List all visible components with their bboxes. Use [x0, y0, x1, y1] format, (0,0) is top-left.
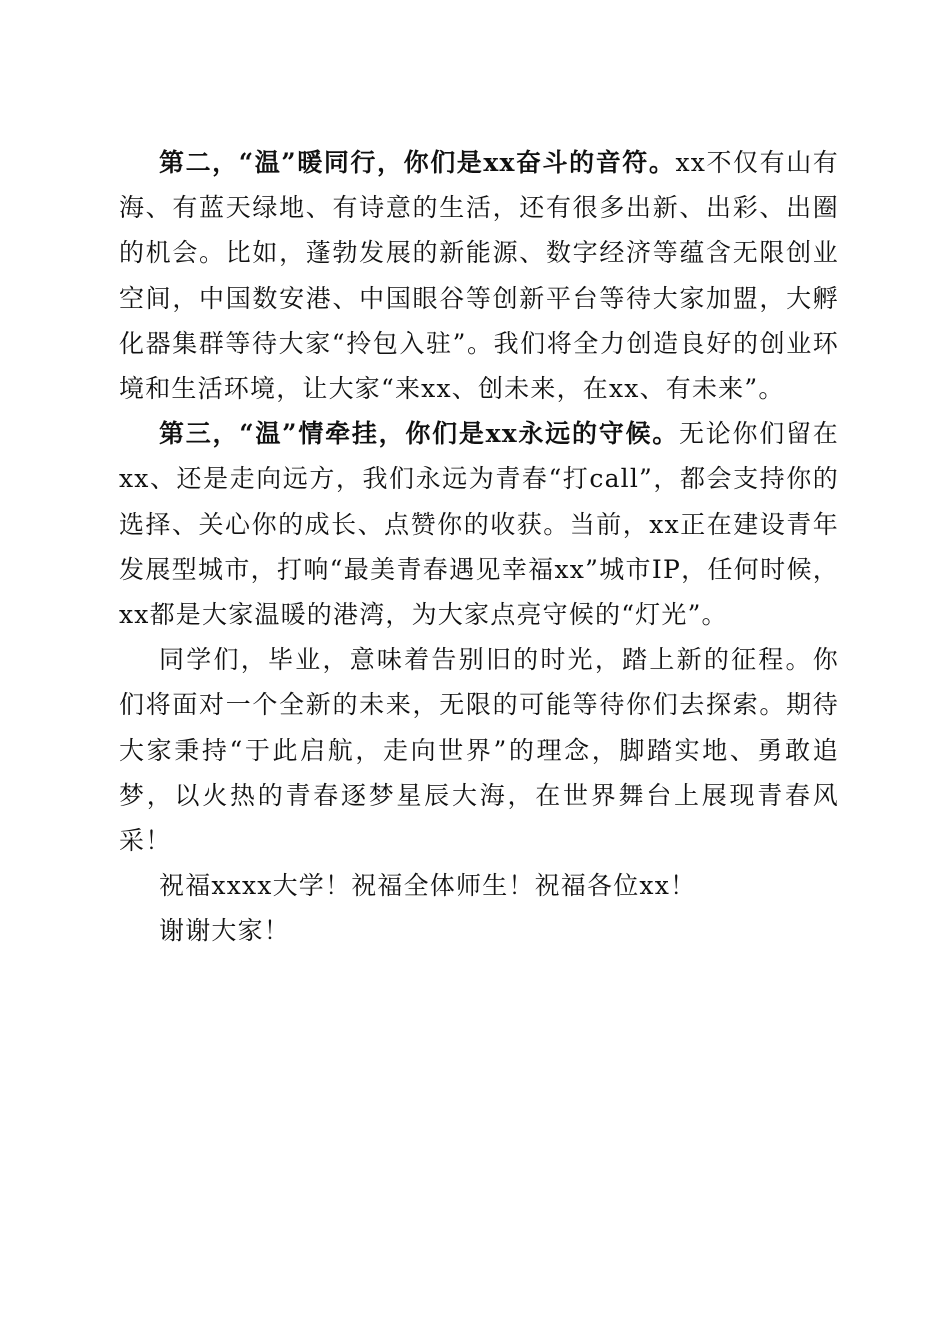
paragraph-text: 同学们，毕业，意味着告别旧的时光，踏上新的征程。你们将面对一个全新的未来，无限的可能等待你们去探索。期待大家秉持“于此启航，走向世界”的理念，脚踏实地、勇敢追梦，以火热的青春逐梦星辰大海，在世界舞台上展现青春风采！	[119, 645, 839, 856]
paragraph-thanks	[119, 908, 839, 953]
paragraph-second-point	[119, 140, 839, 411]
paragraph-text: 无论你们留在xx、还是走向远方，我们永远为青春“打call”，都会支持你的选择、关心你的成长、点赞你的收获。当前，xx正在建设青年发展型城市，打响“最美青春遇见幸福xx”城市IP，任何时候，xx都是大家温暖的港湾，为大家点亮守候的“灯光”。	[119, 419, 839, 630]
paragraph-blessing	[119, 863, 839, 908]
paragraph-text: 祝福xxxx大学！祝福全体师生！祝福各位xx！	[159, 871, 697, 901]
paragraph-lead: 第二，“温”暖同行，你们是xx奋斗的音符。	[159, 148, 676, 177]
paragraph-lead: 第三，“温”情牵挂，你们是xx永远的守候。	[159, 419, 679, 449]
document-body	[119, 140, 839, 954]
paragraph-third-point	[119, 411, 839, 637]
paragraph-graduation	[119, 637, 839, 863]
paragraph-text: xx不仅有山有海、有蓝天绿地、有诗意的生活，还有很多出新、出彩、出圈的机会。比如，蓬勃发展的新能源、数字经济等蕴含无限创业空间，中国数安港、中国眼谷等创新平台等待大家加盟，大孵化器集群等待大家“拎包入驻”。我们将全力创造良好的创业环境和生活环境，让大家“来xx、创未来，在xx、有未来”。	[119, 148, 839, 404]
paragraph-text: 谢谢大家！	[159, 916, 291, 946]
